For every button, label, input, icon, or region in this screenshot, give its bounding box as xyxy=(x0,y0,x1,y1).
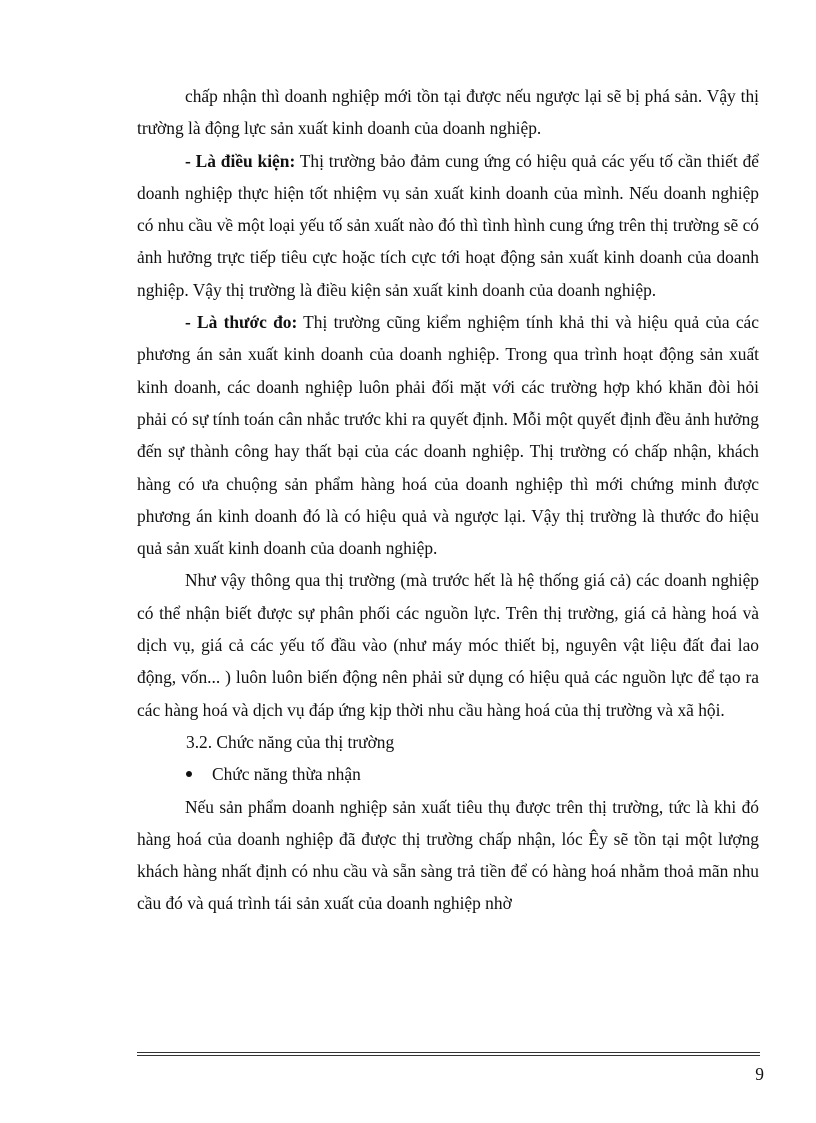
bold-lead-dieu-kien: - Là điều kiện: xyxy=(185,150,296,171)
paragraph-continuation: chấp nhận thì doanh nghiệp mới tồn tại được nếu ngược lại sẽ bị phá sản. Vậy thị trường là động lực sản xuất kinh doanh của doanh nghiệp. xyxy=(137,86,759,139)
footer-rule-bottom xyxy=(137,1055,760,1056)
paragraph-thua-nhan: Nếu sản phẩm doanh nghiệp sản xuất tiêu thụ được trên thị trường, tức là khi đó hàng hoá của doanh nghiệp đã được thị trường chấp nhận, lóc Êy sẽ tồn tại một lượng khách hàng nhất định có nhu cầu và sẵn sàng trả tiền để có hàng hoá nhằm thoả mãn nhu cầu đó và quá trình tái sản xuất của doanh nghiệp nhờ xyxy=(137,796,759,914)
paragraph-text: Thị trường bảo đảm cung ứng có hiệu quả các yếu tố cần thiết để doanh nghiệp thực hiện tốt nhiệm vụ sản xuất kinh doanh của mình. Nếu doanh nghiệp có nhu cầu về một loại yếu tố sản xuất nào đó thì tình hình cung ứng trên thị trường sẽ có ảnh hưởng trực tiếp tiêu cực hoặc tích cực tới hoạt động sản xuất kinh doanh của doanh nghiệp. Vậy thị trường là điều kiện sản xuất kinh doanh của doanh nghiệp. xyxy=(137,150,759,300)
section-heading: 3.2. Chức năng của thị trường xyxy=(186,731,395,752)
bold-lead-thuoc-do: - Là thước đo: xyxy=(185,312,298,333)
bullet-icon xyxy=(186,771,192,777)
page-number: 9 xyxy=(755,1064,764,1084)
body-text xyxy=(137,80,759,920)
paragraph-summary: Như vậy thông qua thị trường (mà trước hết là hệ thống giá cả) các doanh nghiệp có thể nhận biết được sự phân phối các nguồn lực. Trên thị trường, giá cả hàng hoá và dịch vụ, giá cả các yếu tố đầu vào (như máy móc thiết bị, nguyên vật liệu đất đai lao động, vốn... ) luôn luôn biến động nên phải sử dụng có hiệu quả các nguồn lực để tạo ra các hàng hoá và dịch vụ đáp ứng kịp thời nhu cầu hàng hoá của thị trường và xã hội. xyxy=(137,570,759,720)
paragraph-dieu-kien xyxy=(137,145,759,306)
bullet-label: Chức năng thừa nhận xyxy=(212,764,361,785)
paragraph-text: Thị trường cũng kiểm nghiệm tính khả thi và hiệu quả của các phương án sản xuất kinh doanh của doanh nghiệp. Trong qua trình hoạt động sản xuất kinh doanh, các doanh nghiệp luôn phải đối mặt với các trường hợp khó khăn đòi hỏi phải có sự tính toán cân nhắc trước khi ra quyết định. Mỗi một quyết định đều ảnh hưởng đến sự thành công hay thất bại của các doanh nghiệp. Thị trường có chấp nhận, khách hàng có ưa chuộng sản phẩm hàng hoá của doanh nghiệp thì mới chứng minh được phương án kinh doanh đó là có hiệu quả và ngược lại. Vậy thị trường là thước đo hiệu quả sản xuất kinh doanh của doanh nghiệp. xyxy=(137,312,759,559)
bullet-item xyxy=(186,758,759,790)
footer-rule-top xyxy=(137,1052,760,1053)
paragraph-thuoc-do xyxy=(137,306,759,564)
